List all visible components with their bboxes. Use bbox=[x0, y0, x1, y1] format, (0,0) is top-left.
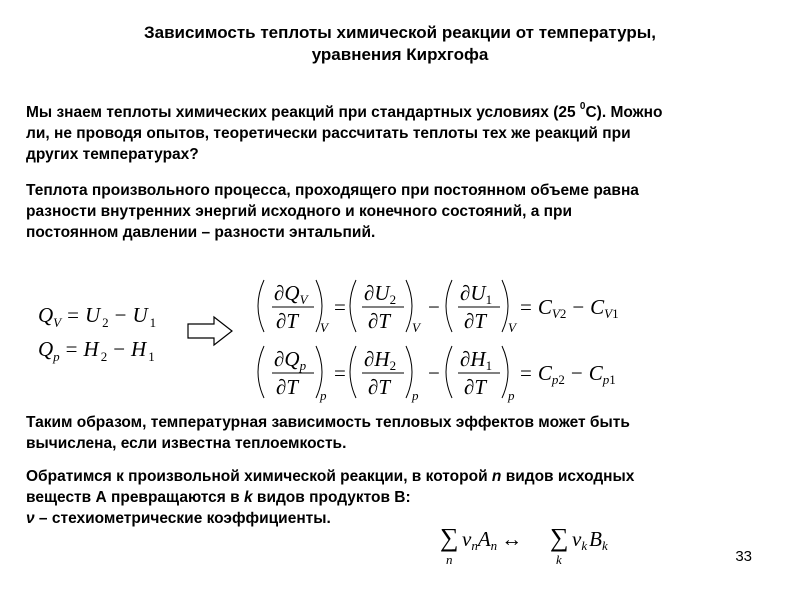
svg-text:∂T: ∂T bbox=[464, 309, 487, 333]
svg-text:Qp=H2−H1: $Q_p = H$ $_2$ − H $_1$ bbox=[38, 337, 155, 364]
svg-text:νkBk: $\nu_kB_k$ bbox=[572, 527, 608, 553]
reaction-equation bbox=[440, 523, 608, 567]
svg-text:=CV2−CV1: = $C_V2 - C_V1$ bbox=[520, 295, 619, 321]
svg-text:=: = bbox=[334, 361, 346, 385]
definition-line-1: Теплота произвольного процесса, проходящего при постоянном объеме равна bbox=[26, 182, 639, 199]
reaction-line-1: Обратимся к произвольной химической реакции, в которой n видов исходных bbox=[26, 468, 635, 485]
reaction-line-3: ν – стехиометрические коэффициенты. bbox=[26, 510, 331, 527]
degree-superscript: 0 bbox=[579, 101, 586, 112]
reaction-paragraph bbox=[26, 466, 766, 529]
svg-text:p: p bbox=[320, 388, 327, 403]
reaction-line-2: веществ А превращаются в k видов продуктов В: bbox=[26, 489, 411, 506]
qv-equation bbox=[38, 303, 156, 330]
implies-arrow bbox=[188, 317, 232, 345]
qp-equation bbox=[38, 337, 155, 364]
svg-text:∂T: ∂T bbox=[276, 309, 299, 333]
title-line-1: Зависимость теплоты химической реакции от температуры, bbox=[143, 23, 657, 42]
svg-text:−: − bbox=[428, 361, 440, 385]
title-line-2: уравнения Кирхгофа bbox=[311, 45, 489, 64]
svg-text:∂QV: $\partial Q_V$ bbox=[274, 281, 308, 307]
svg-text:∂H2: $\partial H_2$ bbox=[364, 347, 397, 373]
svg-text:∑: ∑ bbox=[440, 523, 459, 552]
intro-line-3: других температурах? bbox=[26, 146, 199, 164]
page-number: 33 bbox=[735, 548, 752, 565]
conclusion-line-1: Таким образом, температурная зависимость тепловых эффектов может быть bbox=[26, 414, 630, 431]
svg-text:=: = bbox=[334, 295, 346, 319]
svg-text:k: k bbox=[556, 552, 562, 567]
svg-text:=Cp2−Cp1: = $C_p2 - C_p1$ bbox=[520, 361, 616, 387]
svg-text:p: p bbox=[508, 388, 515, 403]
kirchhoff-v-equation bbox=[258, 280, 619, 335]
conclusion-line-2: вычислена, если известна теплоемкость. bbox=[26, 435, 347, 452]
svg-text:V: V bbox=[320, 320, 328, 335]
definition-line-2: разности внутренних энергий исходного и конечного состояний, а при bbox=[26, 203, 573, 220]
intro-line-2: ли, не проводя опытов, теоретически рассчитать теплоты тех же реакций при bbox=[26, 125, 631, 143]
svg-text:∂Qp: $\partial Q_p$ bbox=[274, 347, 307, 373]
svg-text:∑: ∑ bbox=[550, 523, 569, 552]
svg-text:∂H1: $\partial H_1$ bbox=[460, 347, 493, 373]
svg-text:∂T: ∂T bbox=[464, 375, 487, 399]
svg-text:∂U1: $\partial U_1$ bbox=[460, 281, 493, 307]
intro-line-1: Мы знаем теплоты химических реакций при стандартных условиях (25 $^0$С). Можно bbox=[26, 101, 663, 122]
kirchhoff-p-equation bbox=[258, 346, 616, 403]
svg-text:V: V bbox=[508, 320, 516, 335]
svg-text:n: n bbox=[446, 552, 453, 567]
conclusion-paragraph bbox=[26, 412, 766, 454]
svg-text:V: V bbox=[412, 320, 420, 335]
svg-text:∂T: ∂T bbox=[276, 375, 299, 399]
svg-text:QV=U2−U1: $Q_V = U$ $_2$ − U $_1$ bbox=[38, 303, 157, 330]
svg-text:p: p bbox=[412, 388, 419, 403]
svg-text:∂U2: $\partial U_2$ bbox=[364, 281, 397, 307]
svg-text:∂T: ∂T bbox=[368, 309, 391, 333]
svg-text:νnAn↔: $\nu_nA_n$ ↔ bbox=[462, 527, 523, 553]
svg-text:−: − bbox=[428, 295, 440, 319]
svg-text:∂T: ∂T bbox=[368, 375, 391, 399]
definition-line-3: постоянном давлении – разности энтальпий. bbox=[26, 224, 376, 241]
